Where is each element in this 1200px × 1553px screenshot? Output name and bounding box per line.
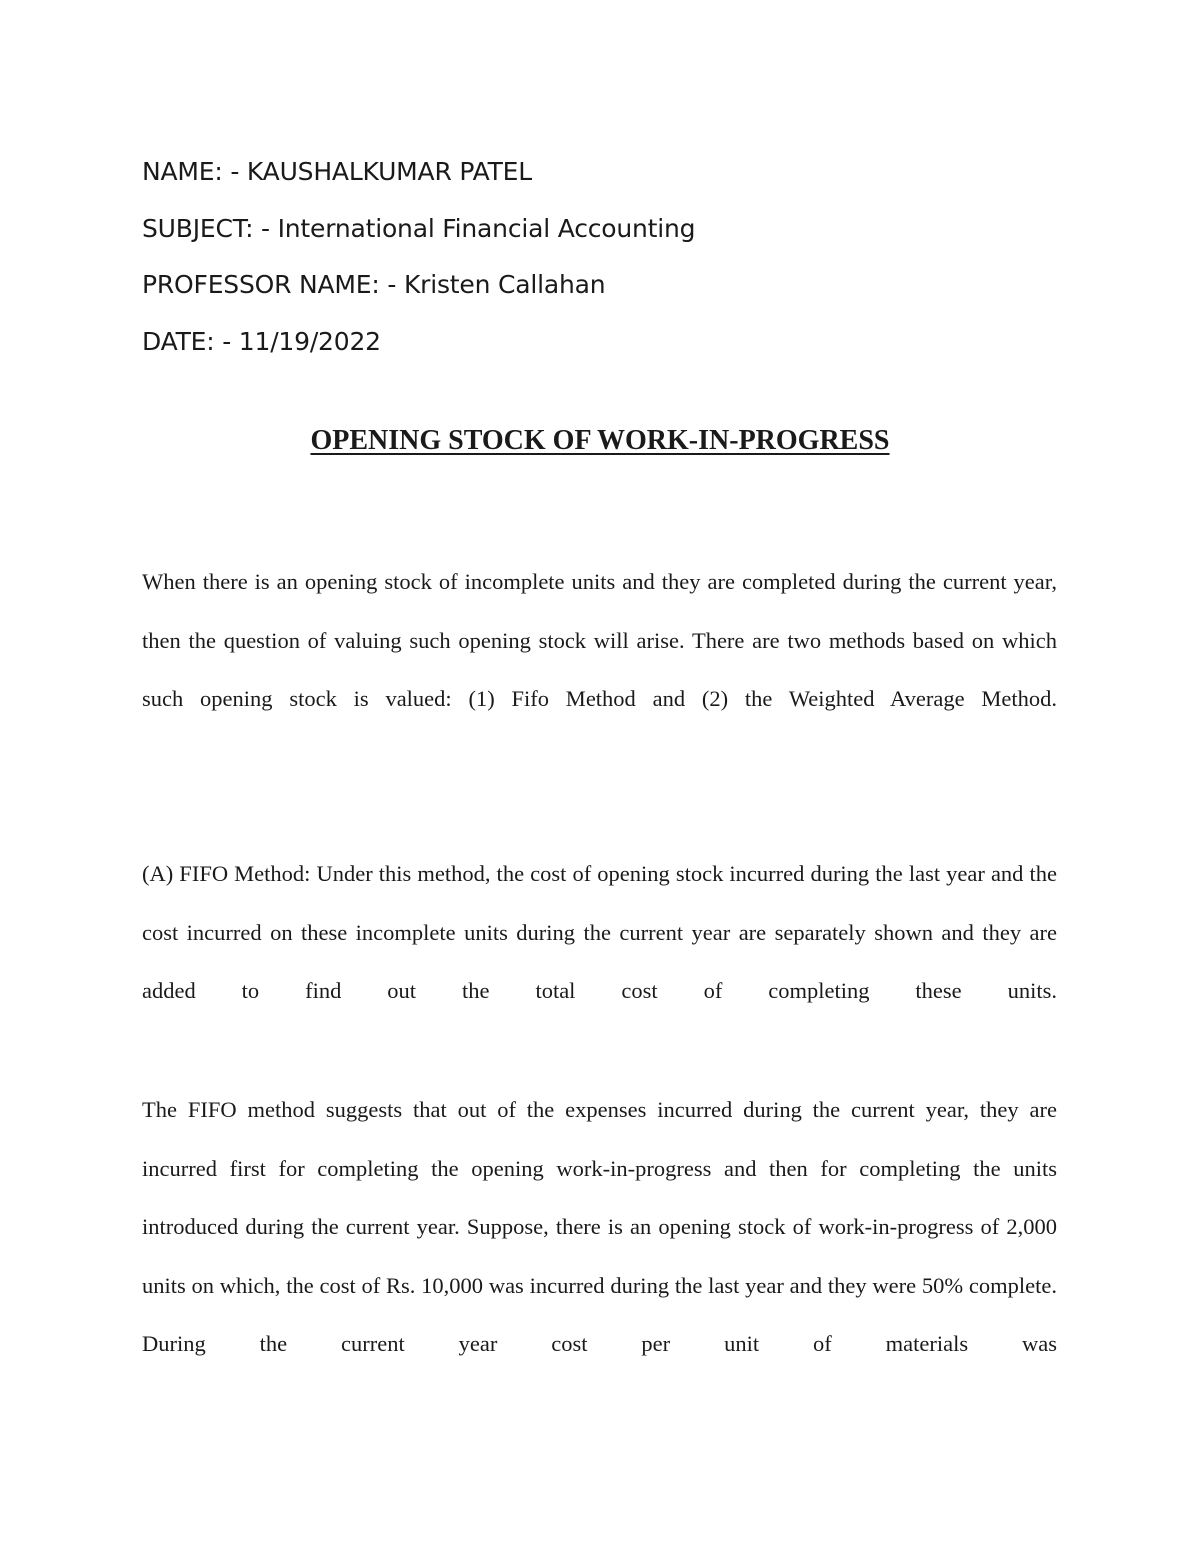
student-name-line: NAME: - KAUSHALKUMAR PATEL bbox=[142, 157, 533, 186]
fifo-method-paragraph: (A) FIFO Method: Under this method, the cost of opening stock incurred during the last year and the cost incurred on these incomplete units during the current year are separately shown and they are added to find out the total cost of completing these units. bbox=[142, 861, 1057, 1003]
document-title: OPENING STOCK OF WORK-IN-PROGRESS bbox=[310, 425, 890, 456]
student-info-block bbox=[142, 144, 1062, 370]
fifo-example-paragraph: The FIFO method suggests that out of the expenses incurred during the current year, they are incurred first for completing the opening work-in-progress and then for completing the units introduced during the current year. Suppose, there is an opening stock of work-in-progress of 2,000 units on which, the cost of Rs. 10,000 was incurred during the last year and they were 50% complete. During the current year cost per unit of materials was bbox=[142, 1097, 1057, 1356]
subject-line: SUBJECT: - International Financial Accounting bbox=[142, 213, 696, 243]
professor-name-line: PROFESSOR NAME: - Kristen Callahan bbox=[142, 270, 606, 299]
intro-paragraph: When there is an opening stock of incomplete units and they are completed during the current year, then the question of valuing such opening stock will arise. There are two methods based on which such opening stock is valued: (1) Fifo Method and (2) the Weighted Average Method. bbox=[142, 569, 1057, 711]
date-line: DATE: - 11/19/2022 bbox=[142, 326, 381, 356]
